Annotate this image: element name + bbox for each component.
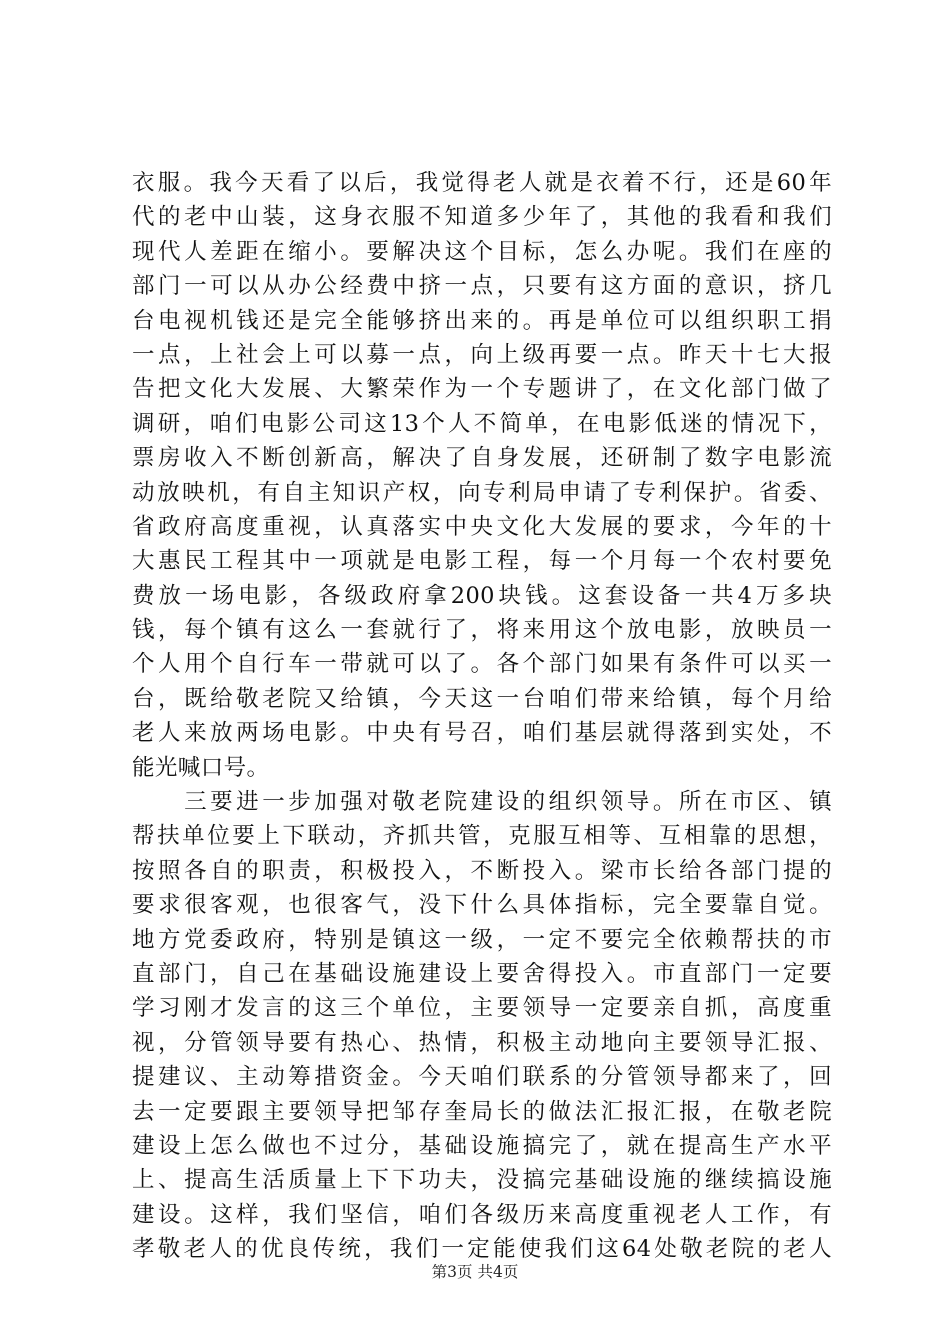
page-footer: 第3页 共4页 xyxy=(431,1263,519,1281)
text-line: 要求很客观，也很客气，没下什么具体指标，完全要靠自觉。 xyxy=(132,892,832,919)
text-line: 台，既给敬老院又给镇，今天这一台咱们带来给镇，每个月给 xyxy=(132,685,832,712)
text-line: 代的老中山装，这身衣服不知道多少年了，其他的我看和我们 xyxy=(132,204,832,231)
text-line: 台电视机钱还是完全能够挤出来的。再是单位可以组织职工捐 xyxy=(132,307,832,334)
text-line: 三要进一步加强对敬老院建设的组织领导。所在市区、镇 xyxy=(132,789,832,816)
text-line: 视，分管领导要有热心、热情，积极主动地向主要领导汇报、 xyxy=(132,1029,832,1056)
text-line: 大惠民工程其中一项就是电影工程，每一个月每一个农村要免 xyxy=(132,548,832,575)
text-line: 钱，每个镇有这么一套就行了，将来用这个放电影，放映员一 xyxy=(132,617,832,644)
text-line: 提建议、主动筹措资金。今天咱们联系的分管领导都来了，回 xyxy=(132,1064,832,1091)
text-line: 按照各自的职责，积极投入，不断投入。梁市长给各部门提的 xyxy=(132,857,832,884)
text-line: 调研，咱们电影公司这13个人不简单，在电影低迷的情况下， xyxy=(132,410,832,437)
text-line: 现代人差距在缩小。要解决这个目标，怎么办呢。我们在座的 xyxy=(132,238,832,265)
text-line: 学习刚才发言的这三个单位，主要领导一定要亲自抓，高度重 xyxy=(132,995,832,1022)
text-line: 动放映机，有自主知识产权，向专利局申请了专利保护。省委、 xyxy=(132,479,832,506)
text-line: 票房收入不断创新高，解决了自身发展，还研制了数字电影流 xyxy=(132,445,832,472)
text-line: 省政府高度重视，认真落实中央文化大发展的要求，今年的十 xyxy=(132,513,832,540)
text-line: 孝敬老人的优良传统，我们一定能使我们这64处敬老院的老人 xyxy=(132,1236,832,1263)
text-line: 建设。这样，我们坚信，咱们各级历来高度重视老人工作，有 xyxy=(132,1201,832,1228)
text-line: 个人用个自行车一带就可以了。各个部门如果有条件可以买一 xyxy=(132,651,832,678)
text-line: 老人来放两场电影。中央有号召，咱们基层就得落到实处，不 xyxy=(132,720,832,747)
text-line: 去一定要跟主要领导把邹存奎局长的做法汇报汇报，在敬老院 xyxy=(132,1098,832,1125)
text-line: 帮扶单位要上下联动，齐抓共管，克服互相等、互相靠的思想， xyxy=(132,823,832,850)
text-line: 费放一场电影，各级政府拿200块钱。这套设备一共4万多块 xyxy=(132,582,832,609)
text-line: 告把文化大发展、大繁荣作为一个专题讲了，在文化部门做了 xyxy=(132,376,832,403)
text-line: 能光喊口号。 xyxy=(132,754,270,781)
text-line: 地方党委政府，特别是镇这一级，一定不要完全依赖帮扶的市 xyxy=(132,926,832,953)
text-line: 部门一可以从办公经费中挤一点，只要有这方面的意识，挤几 xyxy=(132,273,832,300)
text-line: 衣服。我今天看了以后，我觉得老人就是衣着不行，还是60年 xyxy=(132,170,832,196)
text-line: 上、提高生活质量上下下功夫，没搞完基础设施的继续搞设施 xyxy=(132,1167,832,1194)
text-line: 直部门，自己在基础设施建设上要舍得投入。市直部门一定要 xyxy=(132,960,832,987)
text-line: 建设上怎么做也不过分，基础设施搞完了，就在提高生产水平 xyxy=(132,1132,832,1159)
text-line: 一点，上社会上可以募一点，向上级再要一点。昨天十七大报 xyxy=(132,341,832,368)
body-text xyxy=(132,166,832,1267)
